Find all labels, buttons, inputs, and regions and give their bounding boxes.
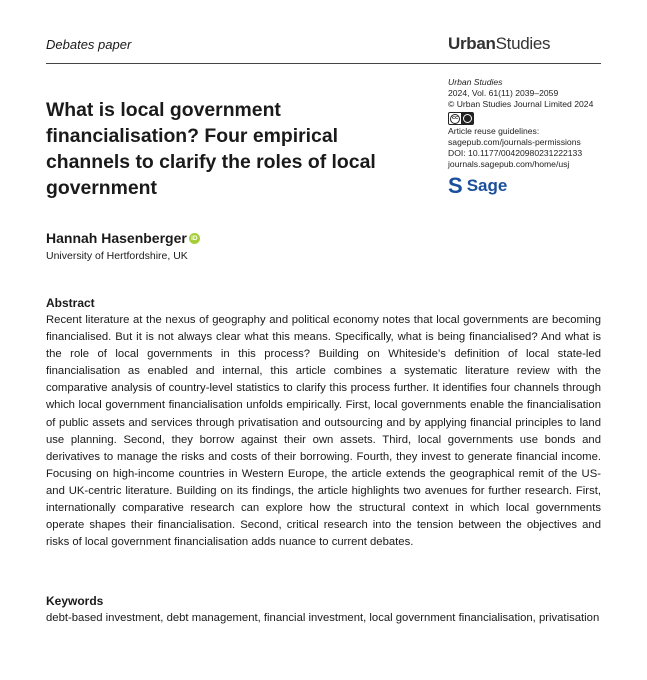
abstract-heading: Abstract bbox=[46, 296, 95, 310]
publisher-logo bbox=[448, 175, 507, 197]
volume-line: 2024, Vol. 61(11) 2039–2059 bbox=[448, 88, 559, 98]
journal-brand bbox=[448, 34, 550, 54]
reuse-link[interactable]: sagepub.com/journals-permissions bbox=[448, 137, 581, 147]
doi-link[interactable]: DOI: 10.1177/00420980231222133 bbox=[448, 148, 583, 158]
article-title: What is local government financialisation? Four empirical channels to clarify the roles of local government bbox=[46, 99, 376, 199]
article-meta bbox=[448, 77, 618, 170]
keywords-heading: Keywords bbox=[46, 594, 104, 608]
reuse-label: Article reuse guidelines: bbox=[448, 126, 540, 136]
section-label: Debates paper bbox=[46, 37, 132, 52]
author-line bbox=[46, 230, 200, 246]
cc-icon: cc bbox=[449, 113, 461, 124]
copyright: © Urban Studies Journal Limited 2024 bbox=[448, 99, 594, 109]
sage-s-icon: S bbox=[448, 173, 463, 198]
by-icon bbox=[461, 113, 473, 124]
journal-brand-bold: Urban bbox=[448, 34, 496, 53]
publisher-name: Sage bbox=[466, 176, 508, 195]
keywords-text: debt-based investment, debt management, financial investment, local government financialisation, privatisation bbox=[46, 612, 600, 624]
journal-link[interactable]: journals.sagepub.com/home/usj bbox=[448, 159, 570, 169]
orcid-icon[interactable]: iD bbox=[189, 233, 200, 244]
journal-name: Urban Studies bbox=[448, 77, 503, 87]
abstract-text: Recent literature at the nexus of geography and political economy notes that local governments are becoming financialised. But it is not always clear what this means. Specifically, what is being financialised? And what is the role of local governments in this process? Building on Whiteside’s definition of local state-led financialisation as enabled and internal, this article combines a systematic literature review with the comparative analysis of country-level statistics to clarify this process further. It identifies four channels through which local government financialisation unfolds empirically. First, local governments enable the financialisation of public assets and services through privatisation and outsourcing and by applying financial principles to land use planning. Second, they borrow against their own assets. Third, local governments use bonds and derivatives to manage the risks and costs of their borrowing. Fourth, they invest to generate financial income. Focusing on high-income countries in Western Europe, the article extends the geographical remit of the US- and UK-centric literature. Building on its findings, the article highlights two avenues for further research. First, internationally comparative research can explore how the structural context in which local governments operate shapes their financialisation. Second, critical research into the tension between the objectives and risks of local government financialisation adds nuance to current debates. bbox=[46, 314, 601, 549]
journal-brand-light: Studies bbox=[495, 34, 551, 53]
author-name[interactable]: Hannah Hasenberger bbox=[46, 230, 187, 246]
author-affiliation: University of Hertfordshire, UK bbox=[46, 250, 188, 262]
cc-license-badge[interactable] bbox=[448, 112, 474, 125]
header-rule bbox=[46, 63, 601, 64]
